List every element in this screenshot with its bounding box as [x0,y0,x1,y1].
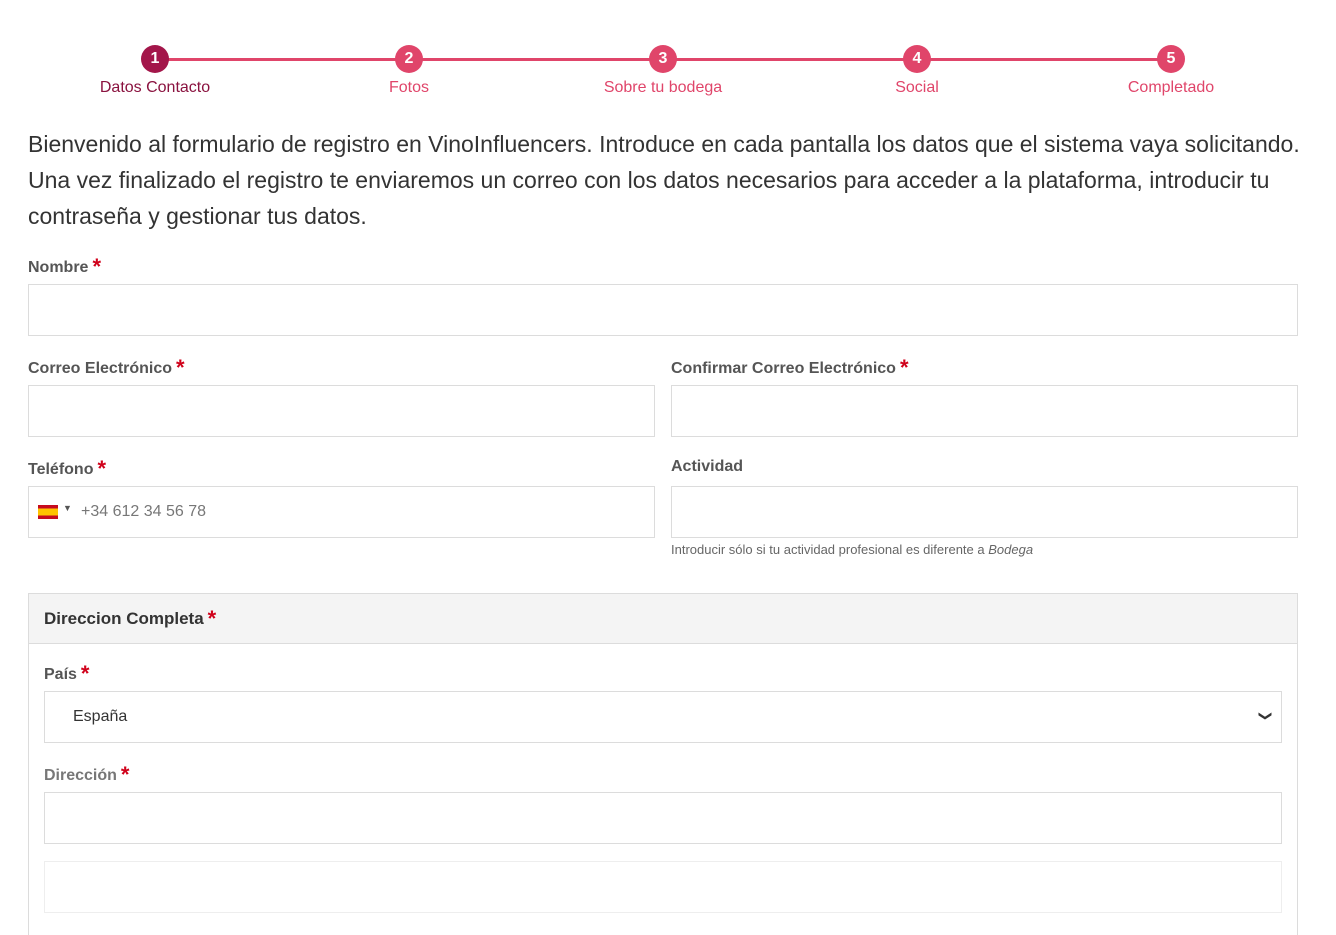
step-number: 3 [649,45,677,73]
telefono-input[interactable] [28,486,655,538]
confirm-email-label-text: Confirmar Correo Electrónico [671,360,896,377]
pais-label [44,661,89,687]
step-social[interactable] [790,44,1044,97]
required-mark: * [207,606,217,631]
nombre-label-text: Nombre [28,259,89,276]
step-label: Datos Contacto [99,79,211,96]
actividad-label: Actividad [671,458,744,475]
telefono-placeholder: +34 612 34 56 78 [81,503,207,520]
step-label: Completado [1127,79,1215,96]
confirm-email-input[interactable] [671,385,1298,437]
required-mark: * [92,254,102,279]
spain-flag-icon[interactable] [38,505,58,519]
progress-stepper [28,44,1298,114]
required-mark: * [176,355,185,380]
step-label: Social [895,79,939,96]
nombre-label [28,254,101,280]
actividad-hint-emphasis: Bodega [988,542,1034,557]
direccion-line2-input[interactable] [44,861,1282,913]
required-mark: * [97,456,107,481]
address-header [29,594,1297,644]
email-input[interactable] [28,385,655,437]
step-number: 2 [395,45,423,73]
step-fotos[interactable] [282,44,536,97]
direccion-input[interactable] [44,792,1282,844]
telefono-label [28,456,106,482]
confirm-email-label [671,355,909,381]
caret-down-icon[interactable]: ▼ [63,503,72,513]
intro-text: Bienvenido al formulario de registro en VinoInfluencers. Introduce en cada pantalla los datos que el sistema vaya solicitando. Una vez finalizado el registro te enviaremos un correo con los datos necesarios para acceder a la plataforma, introducir tu contraseña y gestionar tus datos. [28,131,1300,229]
pais-label-text: País [44,666,77,683]
email-label [28,355,185,381]
step-completado[interactable] [1044,44,1298,97]
step-label: Sobre tu bodega [603,79,723,96]
address-panel [28,593,1298,935]
required-mark: * [120,762,130,787]
pais-selected-value: España [73,708,128,725]
required-mark: * [899,355,909,380]
nombre-input[interactable] [28,284,1298,336]
direccion-label-text: Dirección [44,767,117,784]
step-label: Fotos [388,79,429,96]
required-mark: * [80,661,90,686]
step-sobre-tu-bodega[interactable] [536,44,790,97]
direccion-label [44,762,129,788]
telefono-label-text: Teléfono [28,461,94,478]
pais-select[interactable] [44,691,1282,743]
actividad-input[interactable] [671,486,1298,538]
actividad-hint [671,542,1033,557]
chevron-down-icon: ❯ [1258,710,1274,722]
step-number: 4 [903,45,931,73]
email-label-text: Correo Electrónico [28,360,173,377]
step-number: 1 [141,45,169,73]
actividad-hint-text: Introducir sólo si tu actividad profesional es diferente a [671,542,985,557]
address-header-text: Direccion Completa [44,609,204,628]
step-datos-contacto[interactable] [28,44,282,97]
step-number: 5 [1157,45,1185,73]
